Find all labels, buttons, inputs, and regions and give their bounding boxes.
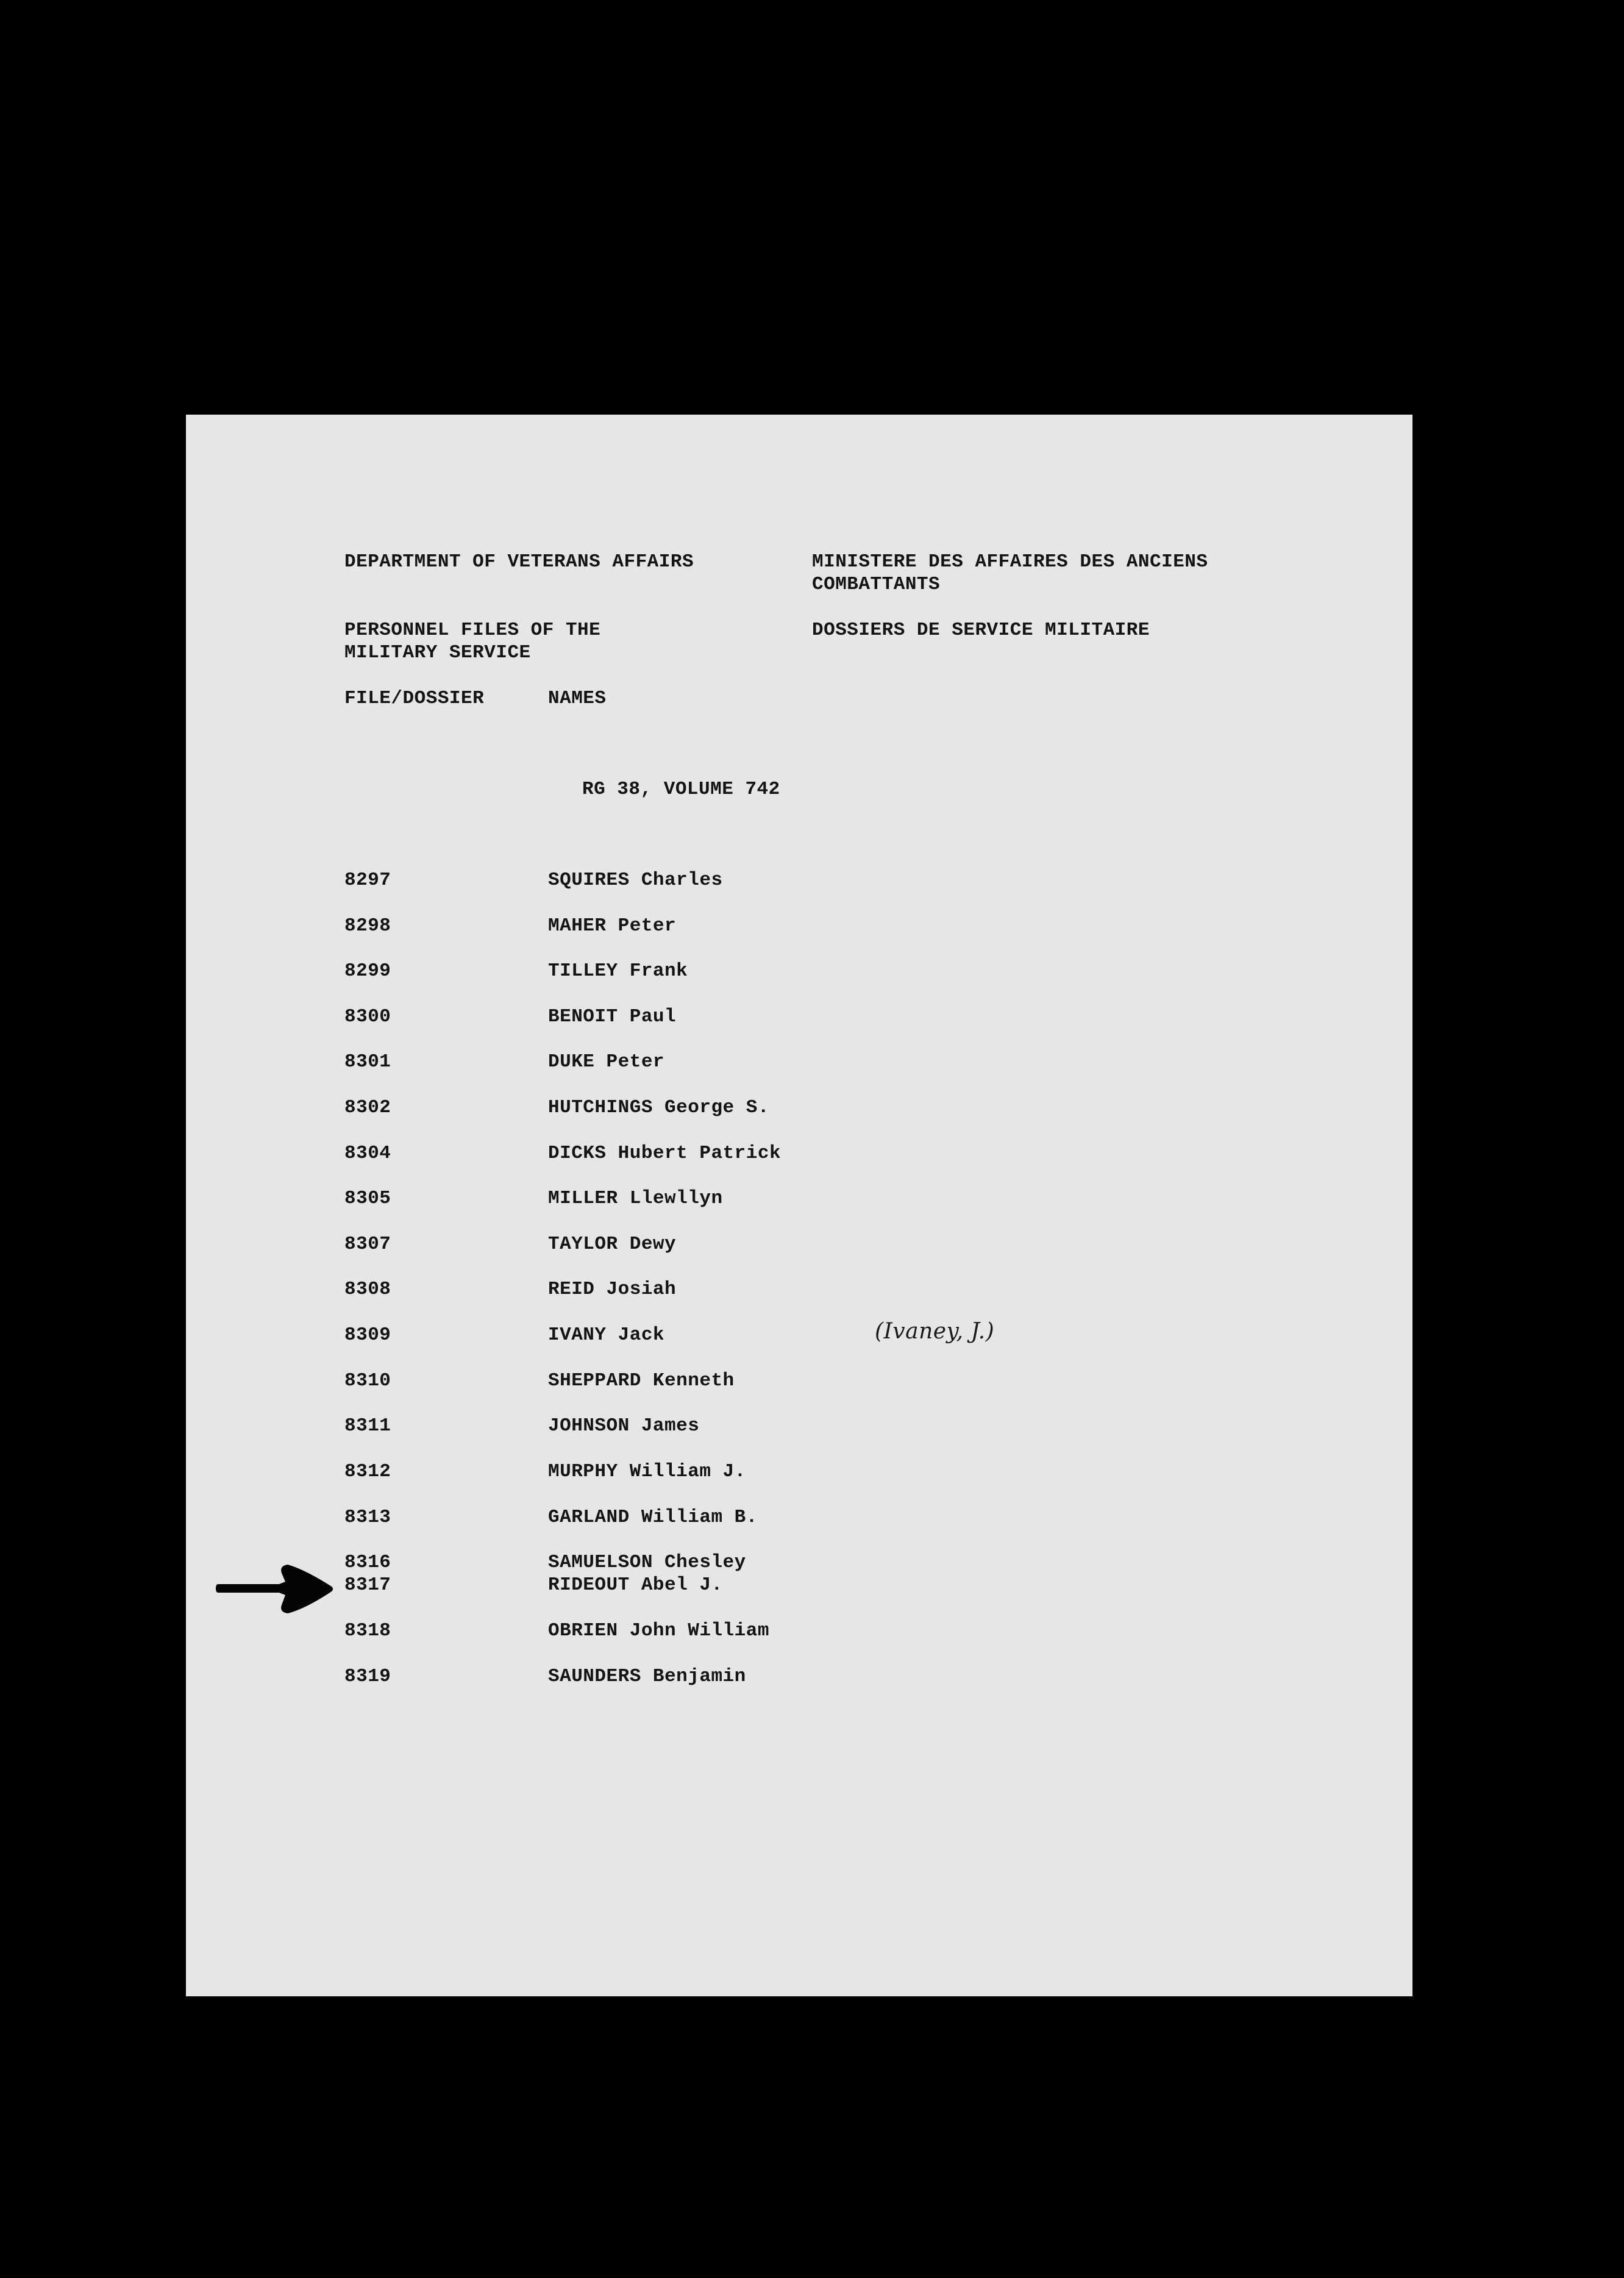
list-item	[186, 1096, 1412, 1121]
list-item	[186, 1574, 1412, 1598]
list-item	[186, 1415, 1412, 1439]
list-item	[186, 915, 1412, 939]
files-title-en-line2: MILITARY SERVICE	[344, 642, 531, 663]
file-number: 8319	[344, 1666, 391, 1687]
person-name: SAUNDERS Benjamin	[548, 1666, 746, 1687]
file-number: 8307	[344, 1234, 391, 1255]
person-name: MAHER Peter	[548, 915, 677, 937]
list-item	[186, 869, 1412, 893]
list-item	[186, 1142, 1412, 1166]
department-fr-line2: COMBATTANTS	[812, 574, 941, 595]
list-item	[186, 1278, 1412, 1302]
person-name: MURPHY William J.	[548, 1461, 746, 1482]
list-item	[186, 1005, 1412, 1030]
column-header-names: NAMES	[548, 688, 607, 709]
file-number: 8313	[344, 1507, 391, 1528]
person-name: TAYLOR Dewy	[548, 1234, 677, 1255]
handwritten-annotation: (Ivaney, J.)	[875, 1319, 995, 1344]
list-item	[186, 1187, 1412, 1212]
person-name: SAMUELSON Chesley	[548, 1552, 746, 1573]
person-name: SQUIRES Charles	[548, 869, 723, 891]
person-name: BENOIT Paul	[548, 1006, 677, 1027]
files-title-fr: DOSSIERS DE SERVICE MILITAIRE	[812, 619, 1150, 641]
list-item	[186, 1369, 1412, 1394]
person-name: TILLEY Frank	[548, 960, 688, 982]
list-item	[186, 1319, 1412, 1348]
person-name: RIDEOUT Abel J.	[548, 1574, 723, 1596]
column-header-file: FILE/DOSSIER	[344, 688, 485, 709]
department-fr-line1: MINISTERE DES AFFAIRES DES ANCIENS	[812, 551, 1208, 573]
person-name: MILLER Llewllyn	[548, 1188, 723, 1209]
file-number: 8297	[344, 869, 391, 891]
file-number: 8305	[344, 1188, 391, 1209]
person-name: IVANY Jack	[548, 1324, 665, 1346]
person-name: REID Josiah	[548, 1279, 677, 1300]
file-number: 8304	[344, 1143, 391, 1164]
list-item	[186, 960, 1412, 984]
files-title-en-line1: PERSONNEL FILES OF THE	[344, 619, 601, 641]
volume-heading: RG 38, VOLUME 742	[582, 779, 780, 800]
list-item	[186, 1551, 1412, 1576]
person-name: DUKE Peter	[548, 1051, 665, 1073]
file-number: 8311	[344, 1415, 391, 1437]
file-number: 8318	[344, 1620, 391, 1641]
list-item	[186, 1051, 1412, 1075]
department-en: DEPARTMENT OF VETERANS AFFAIRS	[344, 551, 694, 573]
list-item	[186, 1233, 1412, 1257]
document-page	[186, 415, 1412, 1996]
file-number: 8298	[344, 915, 391, 937]
file-number: 8317	[344, 1574, 391, 1596]
list-item	[186, 1619, 1412, 1644]
person-name: GARLAND William B.	[548, 1507, 758, 1528]
person-name: JOHNSON James	[548, 1415, 700, 1437]
file-number: 8312	[344, 1461, 391, 1482]
file-number: 8308	[344, 1279, 391, 1300]
person-name: DICKS Hubert Patrick	[548, 1143, 782, 1164]
person-name: SHEPPARD Kenneth	[548, 1370, 735, 1391]
list-item	[186, 1460, 1412, 1485]
file-number: 8309	[344, 1324, 391, 1346]
list-item	[186, 1665, 1412, 1690]
person-name: OBRIEN John William	[548, 1620, 769, 1641]
file-number: 8301	[344, 1051, 391, 1073]
file-number: 8302	[344, 1097, 391, 1118]
list-item	[186, 1506, 1412, 1530]
file-number: 8310	[344, 1370, 391, 1391]
file-number: 8300	[344, 1006, 391, 1027]
person-name: HUTCHINGS George S.	[548, 1097, 769, 1118]
arrow-right-icon	[213, 1560, 335, 1618]
file-number: 8299	[344, 960, 391, 982]
file-number: 8316	[344, 1552, 391, 1573]
